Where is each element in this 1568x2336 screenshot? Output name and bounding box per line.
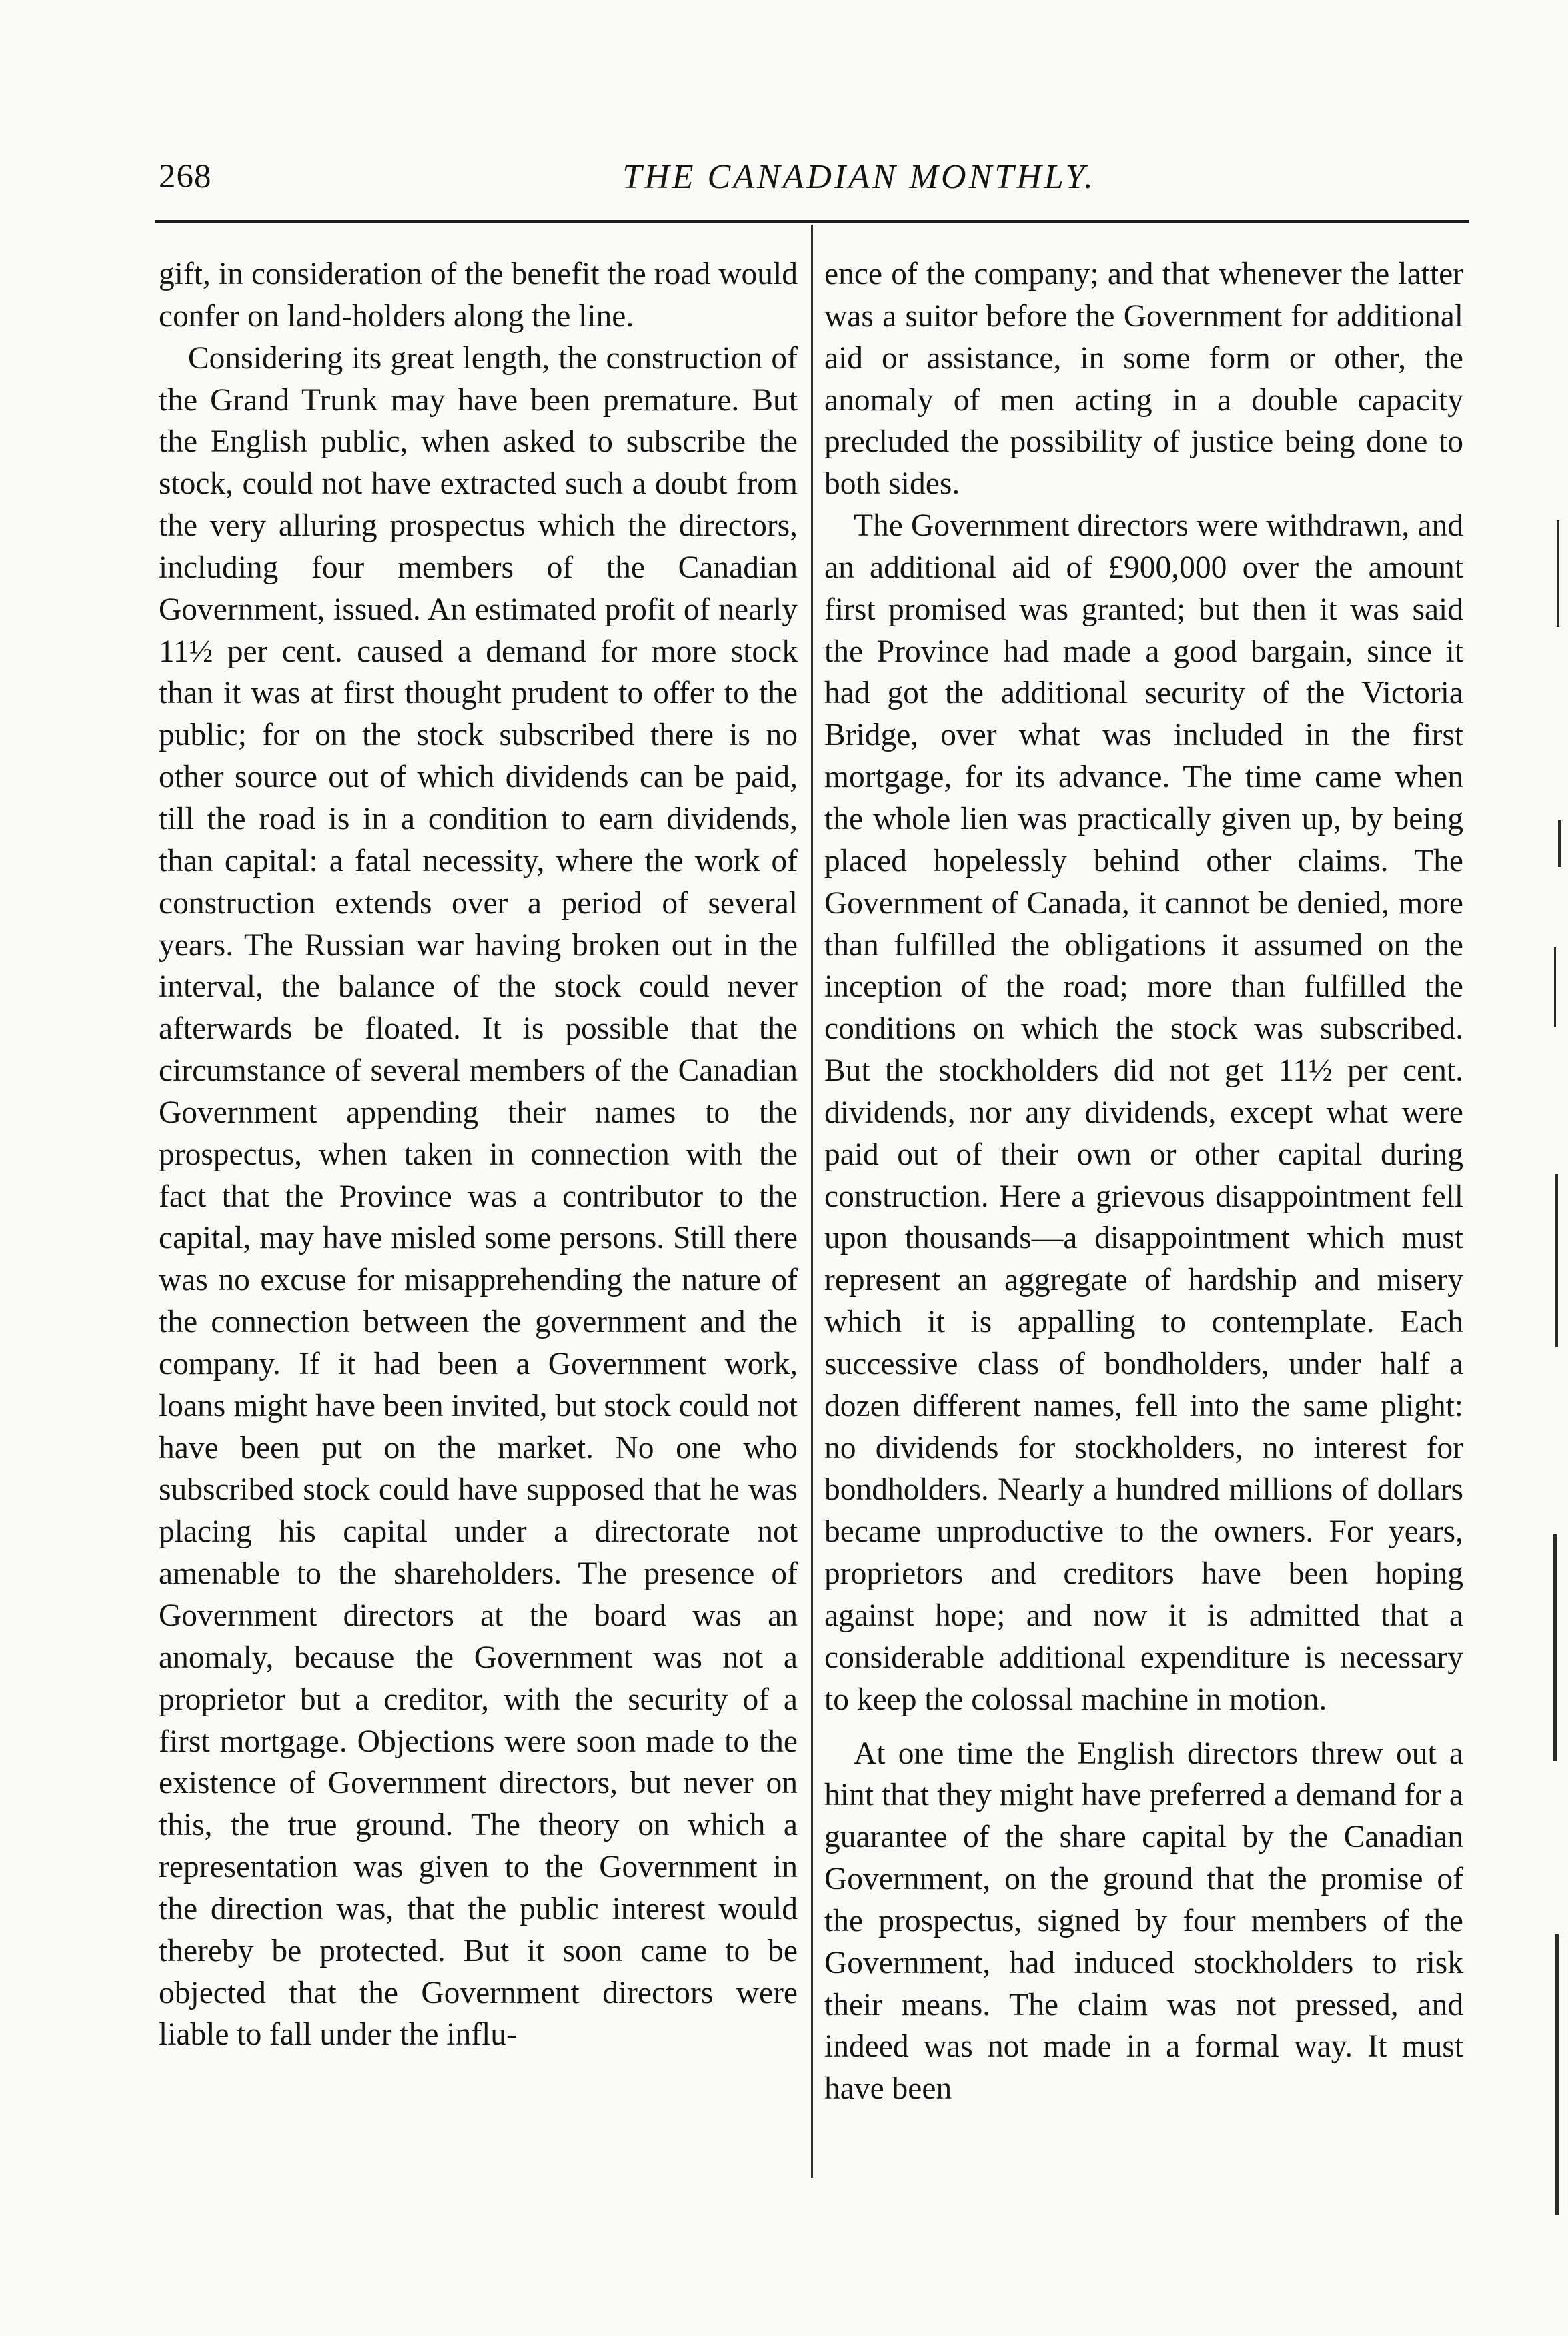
paragraph: Considering its great length, the construction of the Grand Trunk may have been premature. But the English public, when asked to subscribe the stock, could not have extracted such a doubt from the very alluring prospectus which the directors, including four members of the Canadian Government, issued. An estimated profit of nearly 11½ per cent. caused a demand for more stock than it was at first thought prudent to offer to the public; for on the stock subscribed there is no other source out of which dividends can be paid, till the road is in a condition to earn dividends, than capital: a fatal necessity, where the work of construction extends over a period of several years. The Russian war having broken out in the interval, the balance of the stock could never afterwards be floated. It is possible that the circumstance of several members of the Canadian Government appending their names to the prospectus, when taken in connection with the fact that the Province was a contributor to the capital, may have misled some persons. Still there was no excuse for misapprehending the nature of the connection between the government and the company. If it had been a Government work, loans might have been invited, but stock could not have been put on the market. No one who subscribed stock could have supposed that he was placing his capital under a directorate not amenable to the shareholders. The presence of Government directors at the board was an anomaly, because the Government was not a proprietor but a creditor, with the security of a first mortgage. Objections were soon made to the existence of Government directors, but never on this, the true ground. The theory on which a representation was given to the Government in the direction was, that the public interest would thereby be protected. But it soon came to be objected that the Government directors were liable to fall under the influ- <box>159 340 798 2053</box>
scan-edge-mark <box>1553 1534 1557 1761</box>
running-title: THE CANADIAN MONTHLY. <box>622 158 1096 196</box>
paragraph: ence of the company; and that whenever the latter was a suitor before the Government for additional aid or assistance, in some form or other, the anomaly of men acting in a double capacity precluded the possibility of justice being done to both sides. <box>824 257 1463 502</box>
paragraph: gift, in consideration of the benefit the road would confer on land-holders along the line. <box>159 257 798 334</box>
page-header <box>159 145 1467 205</box>
scan-edge-mark <box>1558 820 1561 867</box>
scan-edge-mark <box>1554 947 1556 1027</box>
scan-edge-mark <box>1557 520 1559 627</box>
header-rule <box>155 220 1469 223</box>
right-column <box>824 253 1463 2110</box>
paragraph: The Government directors were withdrawn, and an additional aid of £900,000 over the amount first promised was granted; but then it was said the Province had made a good bargain, since it had got the additional security of the Victoria Bridge, over what was included in the first mortgage, for its advance. The time came when the whole lien was practically given up, by being placed hopelessly behind other claims. The Government of Canada, it cannot be denied, more than fulfilled the obligations it assumed on the inception of the road; more than fulfilled the conditions on which the stock was subscribed. But the stockholders did not get 11½ per cent. dividends, nor any dividends, except what were paid out of their own or other capital during construction. Here a grievous disappointment fell upon thousands—a disappointment which must represent an aggregate of hardship and misery which it is appalling to contemplate. Each successive class of bondholders, under half a dozen different names, fell into the same plight: no dividends for stockholders, no interest for bondholders. Nearly a hundred millions of dollars became unproductive to the owners. For years, proprietors and creditors have been hoping against hope; and now it is admitted that a considerable additional expenditure is necessary to keep the colossal machine in motion. <box>824 508 1463 1717</box>
left-column <box>159 253 798 2056</box>
scan-edge-mark <box>1555 1934 1559 2215</box>
scan-edge-mark <box>1555 1174 1558 1347</box>
paragraph: At one time the English directors threw out a hint that they might have preferred a demand for a guarantee of the share capital by the Canadian Government, on the ground that the promise of the prospectus, signed by four members of the Government, had induced stockholders to risk their means. The claim was not pressed, and indeed was not made in a formal way. It must have been <box>824 1736 1463 2107</box>
column-divider <box>811 225 813 2178</box>
page-number: 268 <box>159 158 212 195</box>
